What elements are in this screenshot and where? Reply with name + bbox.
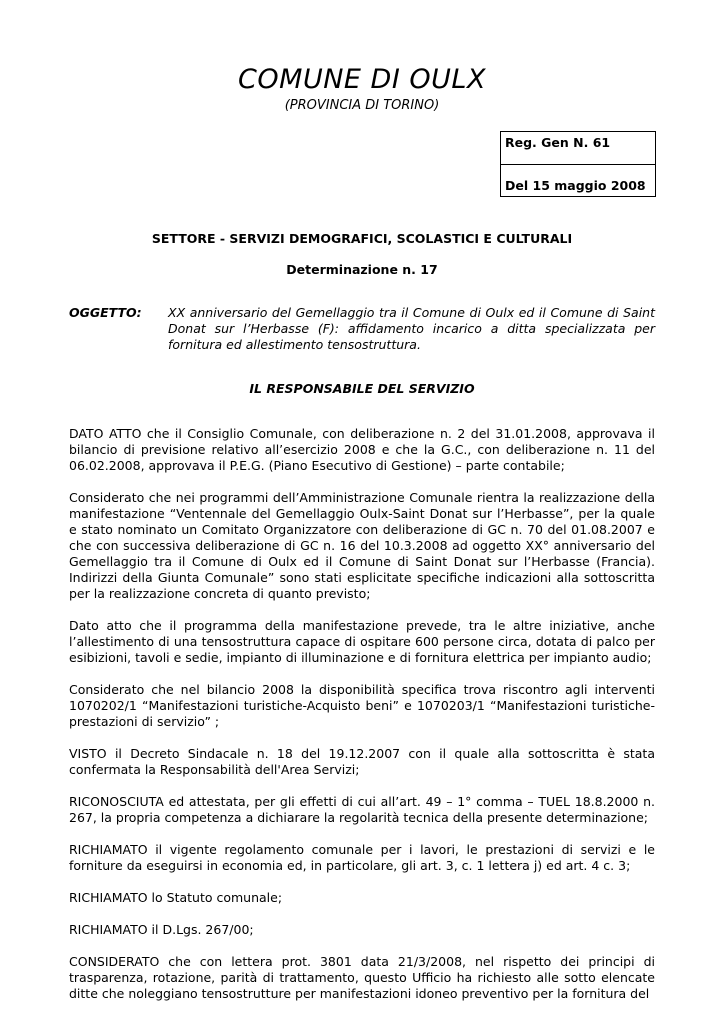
register-number: Reg. Gen N. 61 xyxy=(505,135,611,150)
document-body xyxy=(69,426,655,1018)
paragraph-richiamato-statuto: RICHIAMATO lo Statuto comunale; xyxy=(69,890,283,905)
paragraph-considerato-bilancio: Considerato che nel bilancio 2008 la disponibilità specifica trova riscontro agli interventi 1070202/1 “Manifestazioni turistiche-Acquisto beni” e 1070203/1 “Manifestazioni turistiche-prestazioni di servizio” ; xyxy=(69,682,655,729)
paragraph-riconosciuta: RICONOSCIUTA ed attestata, per gli effetti di cui all’art. 49 – 1° comma – TUEL 18.8.2000 n. 267, la propria competenza a dichiarare la regolarità tecnica della presente determinazione; xyxy=(69,794,655,825)
municipality-title: COMUNE DI OULX xyxy=(238,64,486,95)
province-subtitle: (PROVINCIA DI TORINO) xyxy=(284,98,440,113)
paragraph-visto-decreto: VISTO il Decreto Sindacale n. 18 del 19.12.2007 con il quale alla sottoscritta è stata confermata la Responsabilità dell'Area Servizi; xyxy=(69,746,655,777)
register-date-cell xyxy=(501,165,655,197)
paragraph-dato-atto: DATO ATTO che il Consiglio Comunale, con deliberazione n. 2 del 31.01.2008, approvava il bilancio di previsione relativo all’esercizio 2008 e che la G.C., con deliberazione n. 11 del 06.02.2008, approvava il P.E.G. (Piano Esecutivo di Gestione) – parte contabile; xyxy=(69,426,655,473)
register-number-cell xyxy=(501,132,655,165)
register-date: Del 15 maggio 2008 xyxy=(505,178,646,193)
subject-label: OGGETTO: xyxy=(69,305,142,320)
paragraph-richiamato-regolamento: RICHIAMATO il vigente regolamento comunale per i lavori, le prestazioni di servizi e le forniture da eseguirsi in economia ed, in particolare, gli art. 3, c. 1 lettera j) ed art. 4 c. 3; xyxy=(69,842,655,873)
paragraph-dato-atto-programma: Dato atto che il programma della manifestazione prevede, tra le altre iniziative, anche l’allestimento di una tensostruttura capace di ospitare 600 persone circa, dotata di palco per esibizioni, tavoli e sedie, impianto di illuminazione e di fornitura elettrica per impianto audio; xyxy=(69,618,655,665)
register-box xyxy=(500,131,656,197)
paragraph-considerato-programmi: Considerato che nei programmi dell’Amministrazione Comunale rientra la realizzazione della manifestazione “Ventennale del Gemellaggio Oulx-Saint Donat sur l’Herbasse”, per la quale e stato nominato un Comitato Organizzatore con deliberazione di GC n. 70 del 01.08.2007 e che con successiva deliberazione di GC n. 16 del 10.3.2008 ad oggetto XX° anniversario del Gemellaggio tra il Comune di Oulx ed il Comune di Saint Donat sur l’Herbasse (Francia). Indirizzi della Giunta Comunale” sono stati esplicitate specifiche indicazioni alla sottoscritta per la realizzazione concreta di quanto previsto; xyxy=(69,490,655,601)
determination-number: Determinazione n. 17 xyxy=(286,262,438,277)
subject-text: XX anniversario del Gemellaggio tra il Comune di Oulx ed il Comune di Saint Donat sur l’Herbasse (F): affidamento incarico a ditta specializzata per fornitura ed allestimento tensostruttura. xyxy=(168,305,655,352)
responsible-heading: IL RESPONSABILE DEL SERVIZIO xyxy=(249,381,475,396)
paragraph-richiamato-dlgs: RICHIAMATO il D.Lgs. 267/00; xyxy=(69,922,254,937)
paragraph-considerato-lettera: CONSIDERATO che con lettera prot. 3801 data 21/3/2008, nel rispetto dei principi di trasparenza, rotazione, parità di trattamento, questo Ufficio ha richiesto alle sotto elencate ditte che noleggiano tensostrutture per manifestazioni idoneo preventivo per la fornitura del xyxy=(69,954,655,1001)
sector-heading: SETTORE - SERVIZI DEMOGRAFICI, SCOLASTICI E CULTURALI xyxy=(151,231,573,246)
